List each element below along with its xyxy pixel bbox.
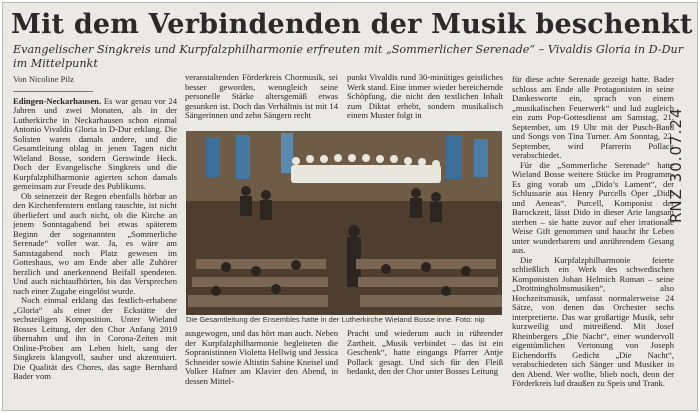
paragraph: Pracht und wiederum auch in rührender Zartheit. „Musik verbindet – das ist ein Geschenk“, hatte eingangs Pfarrer Antje Pollack gesagt. Und sich für den Fleiß bedankt, den der Chor unter Bosses Leitung [347, 329, 503, 376]
paragraph-text: Es war genau vor 24 Jahren und zwei Monaten, als in der Lutherkirche in Neckarhausen schon einmal Antonio Vivaldis Gloria in D-Dur erklang. Die Solisten waren damals andere, und die Gesamtleitung oblag in jenen Tagen nicht Wieland Bosse, sondern Gerswinde Heck. Doch der Evangelische Singkreis und die Kurpfalzphilharmonie agierten schon damals gemeinsam zur Freude des Publikums. [13, 95, 177, 191]
paragraph-text: Ob seinerzeit der Regen ebenfalls hörbar an den Kirchenfenstern entlang rauschte, ist nicht überliefert und auch nicht, ob die Kirche an jenem Sonntagabend bei etwas späterem Beginn der sogenannten „Sommerliche Serenade“ voller war. Ja, es wäre am Samstagabend noch Platz gewesen im Gotteshaus, wo am Ende aber alle Zuhörer herzlich und anerkennend Beifall spendeten. Und auch nichtaufhörten, bis das Versprechen nach einer Zugabe eingelöst wurde. [13, 190, 177, 296]
article-photo [186, 131, 502, 315]
byline: Von Nicoline Pilz [13, 75, 74, 84]
article-column-3-bottom [347, 329, 503, 405]
subheadline: Evangelischer Singkreis und Kurpfalzphilharmonie erfreuten mit „Sommerlicher Serenade“ – Vivaldis Gloria in D-Dur im Mittelpunkt [13, 43, 684, 70]
paragraph: veranstaltenden Förderkreis Chormusik, sei besser geworden, wenngleich seine personelle Stärke altersgemäß etwas gesunken ist. Doch das Verhältnis ist mit 14 Sängerinnen und zehn Sängern recht [185, 73, 338, 120]
paragraph [13, 97, 177, 192]
paragraph [13, 296, 177, 382]
paragraph-text: Noch einmal erklang das festlich-erhabene „Gloria“ als einer der Eckstätte der sechsteiligen Komposition. Unter Wieland Bosses Leitung, der den Chor Anfang 2019 übernahm und ihn in Corona-Zeiten mit Online-Proben am Leben hielt, sang der Singkreis klangvoll, sauber und akzentuiert. Die Qualität des Chores, das sagte Bernhard Bader vom [13, 295, 177, 381]
byline-rule [13, 91, 93, 92]
dateline: Edingen-Neckarhausen. [13, 95, 102, 106]
article-column-4 [512, 75, 674, 405]
paragraph: für diese achte Serenade gezeigt hatte. Bader schloss am Ende alle Protagonisten in seine Dankesworte ein, sprach von einem „musikalischen Feuerwerk“ und lud zugleich ein zum Pop-Gottesdienst am Samstag, 21. September, um 19 Uhr mit der Pusch-Band und Songs von Tina Turner. Am Sonntag, 22. September, wird Pfarrerin Pollack verabschiedet. [512, 75, 674, 160]
choir-church-photo [186, 131, 502, 315]
article-column-2-bottom [185, 329, 338, 405]
paragraph: ausgewogen, und das hört man auch. Neben der Kurpfalzphilharmonie begleiteten die Sopranistinnen Violetta Hellwig und Jessica Schneider sowie Altistin Sabine Kneisel und Volker Hafner am Klavier den Abend, in dessen Mittel- [185, 329, 338, 386]
article-column-1 [13, 75, 177, 405]
paragraph [13, 192, 177, 297]
article-column-3-top [347, 73, 503, 131]
paragraph: Die Kurpfalzphilharmonie feierte schließlich ein Werk des schwedischen Komponisten Johan Helmich Roman – seine „Drottningholmsmusiken“, also Hochzeitsmusik, umfasst normalerweise 24 Sätze, von denen das Orchester sechs interpretierte. Das war großartige Musik, sehr kurzweilig und mitreißend. Mit Josef Rheinbergers „Die Nacht“, einer wundervoll eigentümlichen Vertonung von Joseph Eichendorffs Gedicht „Die Nacht“, verabschiedeten sich Sänger und Musiker in den Abend. Wer wollte, blieb noch, denn der Förderkreis lud draußen zu Speis und Trank. [512, 254, 674, 388]
newspaper-clipping [2, 2, 698, 411]
article-column-2-top [185, 73, 338, 131]
paragraph: punkt Vivaldis rund 30-minütiges geistliches Werk stand. Eine immer wieder bereichernde Schöpfung, die nicht den textlichen Inhalt zum Diktat erhebt, sondern musikalisch einem Muster folgt in [347, 73, 503, 120]
paragraph: Für die „Sommerliche Serenade“ hatte Wieland Bosse weitere Stücke im Programm. Es ging vorab um „Dido’s Lament“, der Schlussarie aus Henry Purcells Oper „Dido und Aeneas“. Purcell, Komponist der Barockzeit, lässt Dido in dieser Arie langsam sterben – sie hatte zuvor auf eher irrationale Weise Gift genommen und haucht ihr Leben unter wunderbarem und anrührendem Gesang aus. [512, 159, 674, 255]
photo-caption: Die Gesamtleitung der Ensembles hatte in der Lutherkirche Wieland Bosse inne. Foto: nip [186, 315, 485, 324]
headline: Mit dem Verbindenden der Musik beschenkt [11, 9, 693, 40]
handwritten-source-note: RNZ 30.07.24 [667, 107, 685, 223]
